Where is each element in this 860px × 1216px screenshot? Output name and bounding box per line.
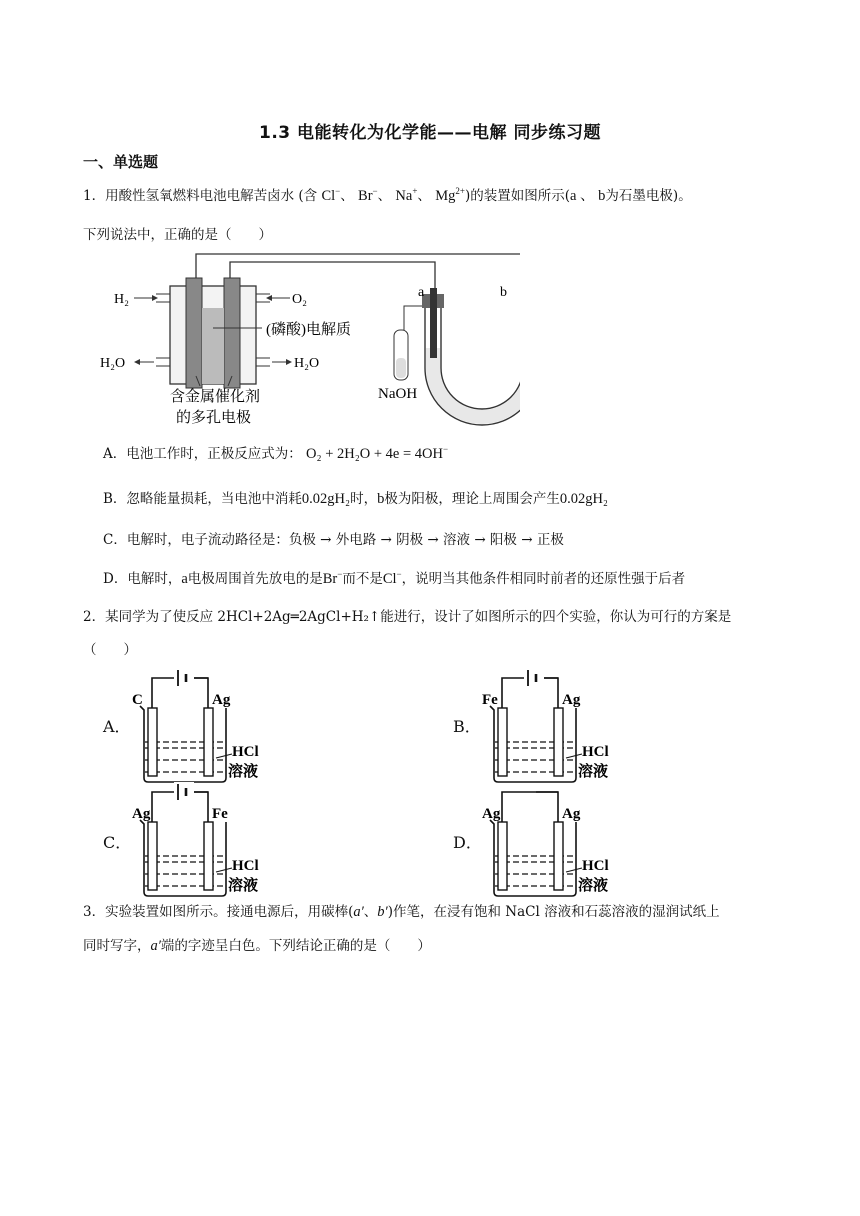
ion-mg: $Mg^{2+}$ [435, 186, 465, 204]
electrode-left [498, 822, 507, 890]
solution-label-1: HCl [232, 744, 259, 760]
section-heading: 一、单选题 [83, 153, 159, 171]
electrode-right-label: Ag [212, 692, 231, 708]
electrode-left-label: Ag [132, 806, 151, 822]
q1-option-c[interactable]: C．电解时，电子流动路径是：负极 → 外电路 → 阴极 → 溶液 → 阳极 → 正极 [103, 532, 564, 548]
electrode-right [554, 822, 563, 890]
electrode-right [204, 822, 213, 890]
electrolyte-label: (磷酸)电解质 [266, 322, 351, 338]
page-title: 1.3 电能转化为化学能——电解 同步练习题 [259, 123, 601, 143]
q1-figure [100, 248, 520, 433]
q1-option-d[interactable]: D．电解时，a电极周围首先放电的是Br−而不是Cl−，说明当其他条件相同时前者的还原性强于后者 [103, 569, 686, 587]
h2o-out-left-label: H₂O [100, 356, 126, 371]
solution-label-2: 溶液 [578, 764, 609, 780]
electrode-b-label: b [500, 285, 507, 300]
electrode-left-label: Fe [482, 692, 498, 708]
catalyst-label-2: 的多孔电极 [176, 410, 252, 426]
beaker-group [132, 668, 259, 782]
q1-option-a[interactable]: A．电池工作时，正极反应式为： O₂ + 2H₂O + 4e = 4OH− [103, 444, 449, 462]
q3-stem: 3．实验装置如图所示。接通电源后，用碳棒(a′、b′)作笔，在浸有饱和 NaCl 溶液和石蕊溶液的湿润试纸上 [83, 904, 720, 920]
catalyst-label-1: 含金属催化剂 [170, 389, 261, 405]
beaker-group [132, 782, 259, 896]
q1-number: 1． [83, 188, 106, 204]
q1-stem-line2: 下列说法中，正确的是（ ） [83, 227, 272, 243]
wire-left [502, 792, 536, 822]
electrode-left [148, 708, 157, 776]
electrode-left [498, 708, 507, 776]
electrode-right [204, 708, 213, 776]
electrode-right-label: Ag [562, 806, 581, 822]
naoh-label: NaOH [378, 386, 418, 402]
h2-label: H₂ [114, 292, 129, 307]
q2-figure-a [128, 668, 268, 786]
solution-label-2: 溶液 [228, 878, 259, 894]
electrode-right-label: Fe [212, 806, 228, 822]
solution-label-1: HCl [582, 858, 609, 874]
solution-label-1: HCl [232, 858, 259, 874]
q2-option-a-letter[interactable]: A． [103, 717, 131, 736]
ion-na: Na+ [395, 186, 418, 204]
q3-stem-line2: 同时写字，a′端的字迹呈白色。下列结论正确的是（ ） [83, 938, 431, 954]
q2-option-d-letter[interactable]: D． [453, 833, 482, 852]
q2-figure-c [128, 782, 268, 900]
electrode-left [148, 822, 157, 890]
h2o-out-right-label: H₂O [294, 356, 320, 371]
o2-label: O₂ [292, 292, 307, 307]
electrode-left-label: Ag [482, 806, 501, 822]
electrode-left-label: C [132, 692, 143, 708]
q2-stem-line2: （ ） [83, 642, 137, 658]
wire-right [536, 792, 558, 822]
q1-stem: 1．用酸性氢氧燃料电池电解苦卤水 (含 Cl−、 Br−、 Na+、 $Mg^{2+}$)的装置如图所示(a 、 b为石墨电极)。 [83, 186, 692, 204]
q3-number: 3． [83, 904, 106, 920]
q1-option-b[interactable]: B．忽略能量损耗，当电池中消耗0.02gH₂时，b极为阳极，理论上周围会产生0.02gH₂ [103, 491, 608, 507]
q2-option-c-letter[interactable]: C． [103, 833, 132, 852]
ion-br: Br− [358, 186, 378, 204]
ion-cl: Cl− [321, 186, 341, 204]
q2-option-b-letter[interactable]: B． [453, 717, 481, 736]
q2-stem: 2．某同学为了使反应 2HCl+2Ag═2AgCl+H₂↑能进行，设计了如图所示的四个实验，你认为可行的方案是 [83, 609, 732, 625]
electrode-right [554, 708, 563, 776]
electrode-right-label: Ag [562, 692, 581, 708]
q2-figure-d [478, 782, 618, 900]
solution-label-1: HCl [582, 744, 609, 760]
q2-figure-b [478, 668, 618, 786]
beaker-group [482, 668, 609, 782]
q2-number: 2． [83, 609, 106, 625]
electrode-a-label: a [418, 285, 425, 300]
solution-label-2: 溶液 [578, 878, 609, 894]
solution-label-2: 溶液 [228, 764, 259, 780]
beaker-group [482, 792, 609, 896]
